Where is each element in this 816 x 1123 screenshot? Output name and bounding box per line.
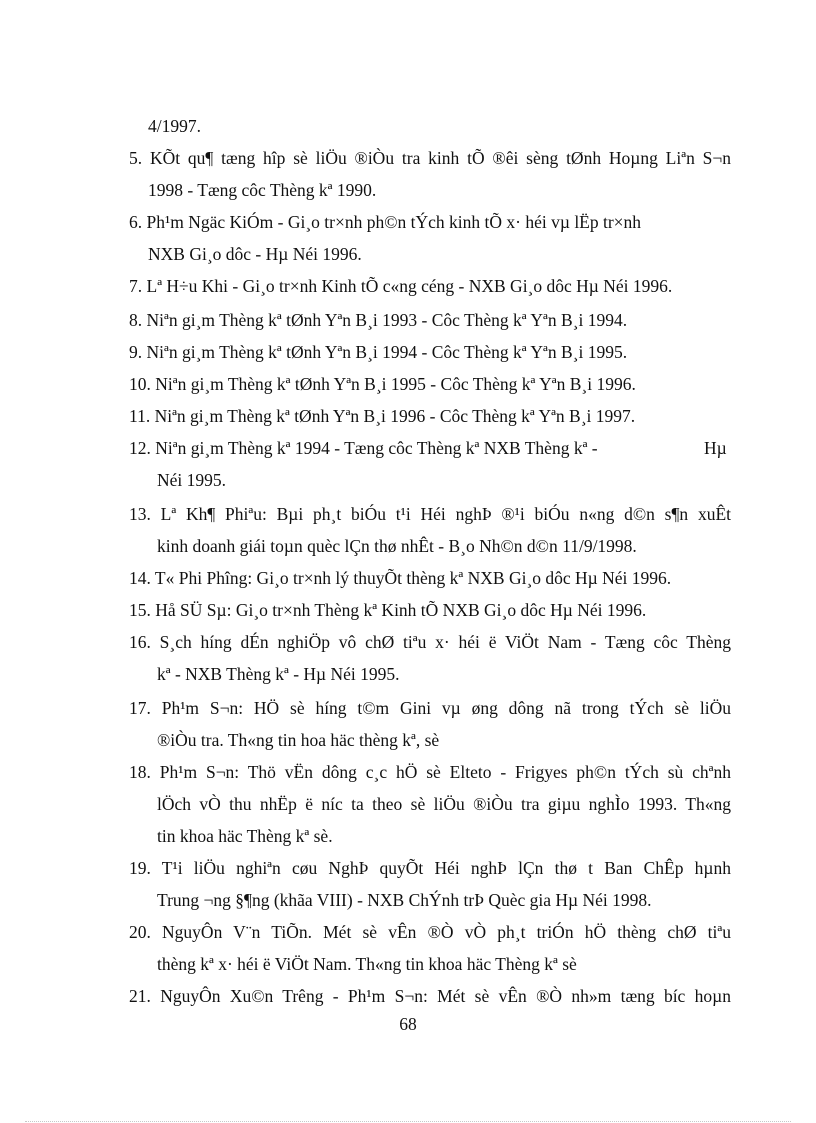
reference-item-10: 10. Niªn gi¸m Thèng kª tØnh Yªn B¸i 1995 - Côc Thèng kª Yªn B¸i 1996.	[129, 374, 636, 394]
reference-line: 1998 - Tæng côc Thèng kª 1990.	[148, 180, 377, 200]
reference-item-14: 14. T« Phi Phîng: Gi¸o tr×nh lý thuyÕt thèng kª NXB Gi¸o dôc Hµ Néi 1996.	[129, 568, 672, 588]
reference-line: Hµ	[704, 438, 727, 458]
reference-item-12: 12. Niªn gi¸m Thèng kª 1994 - Tæng côc Thèng kª NXB Thèng kª -	[129, 438, 598, 458]
reference-item-8: 8. Niªn gi¸m Thèng kª tØnh Yªn B¸i 1993 - Côc Thèng kª Yªn B¸i 1994.	[129, 310, 628, 330]
page-bottom-divider	[25, 1121, 791, 1122]
reference-item-6: 6. Ph¹m Ngäc KiÓm - Gi¸o tr×nh ph©n tÝch kinh tÕ x· héi vµ lËp tr×nh	[129, 212, 642, 232]
reference-item-16: 16. S¸ch híng dÉn nghiÖp vô chØ tiªu x· héi ë ViÖt Nam - Tæng côc Thèng	[129, 632, 731, 652]
reference-item-17: 17. Ph¹m S¬n: HÖ sè híng t©m Gini vµ øng dông nã trong tÝch sè liÖu	[129, 698, 731, 718]
reference-line: ®iÒu tra. Th«ng tin hoa häc thèng kª, sè	[157, 730, 440, 750]
reference-line: Néi 1995.	[157, 470, 227, 490]
reference-item-18: 18. Ph¹m S¬n: Thö vËn dông c¸c hÖ sè Elteto - Frigyes ph©n tÝch sù chªnh	[129, 762, 731, 782]
reference-item-5: 5. KÕt qu¶ tæng hîp sè liÖu ®iÒu tra kinh tÕ ®êi sèng tØnh Hoµng Liªn S¬n	[129, 148, 731, 168]
reference-line: kinh doanh giái toµn quèc lÇn thø nhÊt - B¸o Nh©n d©n 11/9/1998.	[157, 536, 637, 556]
reference-item-7: 7. Lª H÷u Khi - Gi¸o tr×nh Kinh tÕ c«ng céng - NXB Gi¸o dôc Hµ Néi 1996.	[129, 276, 673, 296]
reference-item-21: 21. NguyÔn Xu©n Trêng - Ph¹m S¬n: Mét sè vÊn ®Ò nh»m tæng bíc hoµn	[129, 986, 731, 1006]
reference-item-19: 19. T¹i liÖu nghiªn cøu NghÞ quyÕt Héi nghÞ lÇn thø t Ban ChÊp hµnh	[129, 858, 731, 878]
reference-line: lÖch vÒ thu nhËp ë níc ta theo sè liÖu ®iÒu tra giµu nghÌo 1993. Th«ng	[157, 794, 731, 814]
reference-item-9: 9. Niªn gi¸m Thèng kª tØnh Yªn B¸i 1994 - Côc Thèng kª Yªn B¸i 1995.	[129, 342, 628, 362]
reference-line: thèng kª x· héi ë ViÖt Nam. Th«ng tin khoa häc Thèng kª sè	[157, 954, 577, 974]
reference-item-15: 15. Hå SÜ Sµ: Gi¸o tr×nh Thèng kª Kinh tÕ NXB Gi¸o dôc Hµ Néi 1996.	[129, 600, 647, 620]
reference-item-13: 13. Lª Kh¶ Phiªu: Bµi ph¸t biÓu t¹i Héi nghÞ ®¹i biÓu n«ng d©n s¶n xuÊt	[129, 504, 731, 524]
reference-line: Trung ¬ng §¶ng (khãa VIII) - NXB ChÝnh trÞ Quèc gia Hµ Néi 1998.	[157, 890, 652, 910]
reference-item-11: 11. Niªn gi¸m Thèng kª tØnh Yªn B¸i 1996 - Côc Thèng kª Yªn B¸i 1997.	[129, 406, 636, 426]
reference-line: NXB Gi¸o dôc - Hµ Néi 1996.	[148, 244, 362, 264]
reference-line: tin khoa häc Thèng kª sè.	[157, 826, 333, 846]
reference-line: 4/1997.	[148, 116, 201, 136]
reference-item-20: 20. NguyÔn V¨n TiÕn. Mét sè vÊn ®Ò vÒ ph¸t triÓn hÖ thèng chØ tiªu	[129, 922, 731, 942]
page-number: 68	[399, 1014, 417, 1034]
reference-line: kª - NXB Thèng kª - Hµ Néi 1995.	[157, 664, 400, 684]
